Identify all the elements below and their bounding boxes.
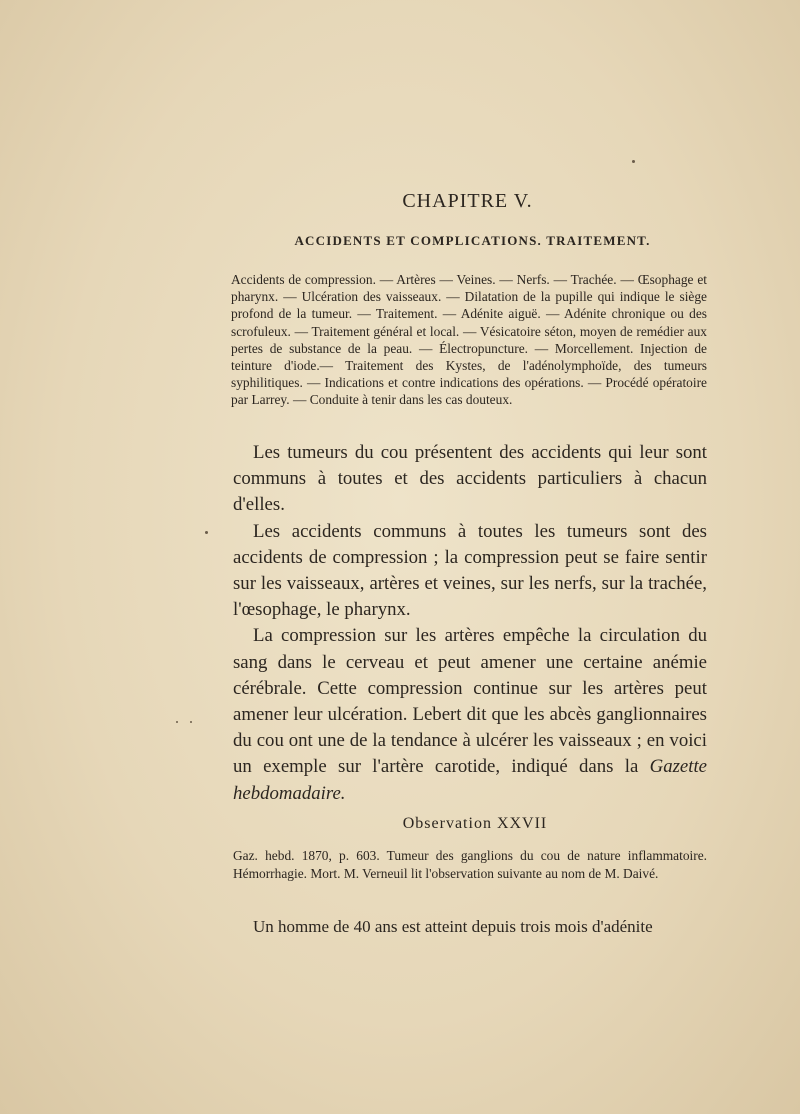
paragraph-3-text: La compression sur les artères empêche la circulation du sang dans le cerveau et peut amener une certaine anémie cérébrale. Cette compression continue sur les artères peut amener leur ulcération. Lebert dit que les abcès ganglionnaires du cou ont une de la tendance à ulcérer les vaisseaux ; en voici un exemple sur l'artère carotide, indiqué dans la bbox=[233, 625, 707, 778]
observation-body: Un homme de 40 ans est atteint depuis trois mois d'adénite bbox=[253, 917, 653, 936]
paper-speck bbox=[205, 531, 208, 534]
chapter-subtitle: ACCIDENTS ET COMPLICATIONS. TRAITEMENT. bbox=[294, 233, 651, 248]
journal-title: Gazette hebdomadaire. bbox=[233, 756, 707, 804]
paragraph-3 bbox=[233, 623, 707, 806]
paragraph-1: Les tumeurs du cou présentent des accidents qui leur sont communs à toutes et des accidents particuliers à chacun d'elles. bbox=[233, 442, 707, 516]
chapter-title: CHAPITRE V. bbox=[402, 190, 533, 212]
observation-title: Observation XXVII bbox=[402, 815, 548, 832]
chapter-summary: Accidents de compression. — Artères — Veines. — Nerfs. — Trachée. — Œsophage et pharynx. — Ulcération des vaisseaux. — Dilatation de la pupille qui indique le siège profond de la tumeur. — Traitement. — Adénite aiguë. — Adénite chronique ou des scrofuleux. — Traitement général et local. — Vésicatoire séton, moyen de remédier aux pertes de substance de la peau. — Électropuncture. — Morcellement. Injection de teinture d'iode.— Traitement des Kystes, de l'adénolymphoïde, des tumeurs syphilitiques. — Indications et contre indications des opérations. — Procédé opératoire par Larrey. — Conduite à tenir dans les cas douteux. bbox=[231, 272, 707, 408]
paper-speck bbox=[190, 721, 192, 723]
paragraph-2: Les accidents communs à toutes les tumeurs sont des accidents de compression ; la compression peut se faire sentir sur les vaisseaux, artères et veines, sur les nerfs, sur la trachée, l'œsophage, le pharynx. bbox=[233, 520, 707, 621]
paper-speck bbox=[632, 160, 635, 163]
body-text bbox=[233, 440, 707, 807]
paper-speck bbox=[176, 721, 178, 723]
observation-summary: Gaz. hebd. 1870, p. 603. Tumeur des ganglions du cou de nature inflammatoire. Hémorrhagie. Mort. M. Verneuil lit l'observation suivante au nom de M. Daivé. bbox=[233, 848, 707, 881]
